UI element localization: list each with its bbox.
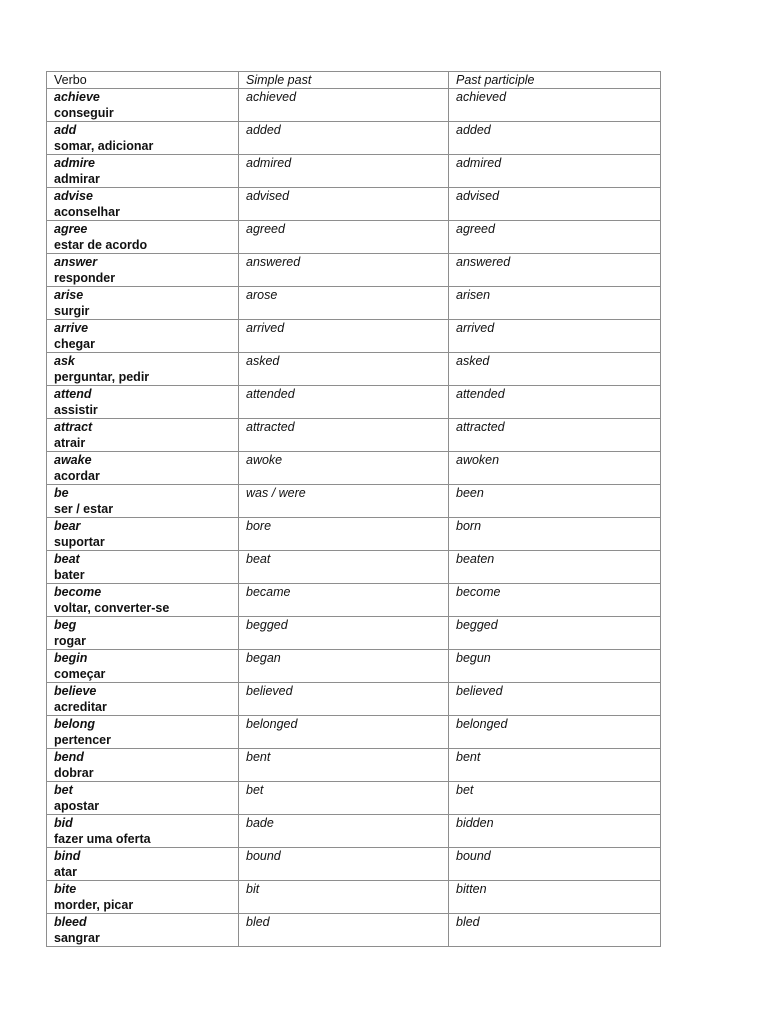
past-participle-cell: arisen <box>449 287 661 320</box>
past-participle-cell: achieved <box>449 89 661 122</box>
table-row <box>47 881 661 914</box>
simple-past-cell: advised <box>239 188 449 221</box>
table-row <box>47 188 661 221</box>
verb-translation: pertencer <box>54 733 111 747</box>
verb-translation: começar <box>54 667 106 681</box>
table-row <box>47 518 661 551</box>
verb-cell <box>47 122 239 155</box>
verb-english: agree <box>54 222 88 236</box>
past-participle-cell: asked <box>449 353 661 386</box>
table-row <box>47 221 661 254</box>
verb-translation: atrair <box>54 436 86 450</box>
verb-english: bend <box>54 750 84 764</box>
verb-cell <box>47 287 239 320</box>
table-row <box>47 155 661 188</box>
verb-cell <box>47 320 239 353</box>
verb-english: arise <box>54 288 84 302</box>
simple-past-cell: attended <box>239 386 449 419</box>
verb-cell <box>47 89 239 122</box>
table-header <box>47 72 661 89</box>
table-row <box>47 353 661 386</box>
verb-translation: morder, picar <box>54 898 134 912</box>
verb-cell <box>47 716 239 749</box>
verb-english: be <box>54 486 69 500</box>
verb-cell <box>47 485 239 518</box>
verb-translation: assistir <box>54 403 98 417</box>
verb-cell <box>47 617 239 650</box>
verb-english: awake <box>54 453 92 467</box>
verb-translation: conseguir <box>54 106 114 120</box>
verb-cell <box>47 551 239 584</box>
past-participle-cell: bound <box>449 848 661 881</box>
verb-cell <box>47 188 239 221</box>
verb-english: answer <box>54 255 98 269</box>
verb-translation: dobrar <box>54 766 94 780</box>
verb-translation: responder <box>54 271 116 285</box>
table-row <box>47 122 661 155</box>
verb-english: advise <box>54 189 93 203</box>
table-row <box>47 419 661 452</box>
simple-past-cell: bet <box>239 782 449 815</box>
verb-english: admire <box>54 156 95 170</box>
verb-translation: perguntar, pedir <box>54 370 150 384</box>
verb-translation: bater <box>54 568 85 582</box>
simple-past-cell: began <box>239 650 449 683</box>
table-body <box>47 89 661 947</box>
verb-translation: acreditar <box>54 700 107 714</box>
verb-english: add <box>54 123 77 137</box>
past-participle-cell: begun <box>449 650 661 683</box>
simple-past-cell: answered <box>239 254 449 287</box>
table-row <box>47 782 661 815</box>
simple-past-cell: added <box>239 122 449 155</box>
verb-cell <box>47 848 239 881</box>
simple-past-cell: achieved <box>239 89 449 122</box>
verb-cell <box>47 914 239 947</box>
verb-english: bind <box>54 849 81 863</box>
simple-past-cell: bade <box>239 815 449 848</box>
simple-past-cell: bore <box>239 518 449 551</box>
simple-past-cell: bit <box>239 881 449 914</box>
verb-english: belong <box>54 717 95 731</box>
verb-cell <box>47 518 239 551</box>
table-row <box>47 551 661 584</box>
table-row <box>47 683 661 716</box>
table-row <box>47 287 661 320</box>
past-participle-cell: agreed <box>449 221 661 254</box>
verb-english: bet <box>54 783 73 797</box>
verb-cell <box>47 386 239 419</box>
past-participle-cell: bidden <box>449 815 661 848</box>
past-participle-cell: added <box>449 122 661 155</box>
verb-cell <box>47 782 239 815</box>
simple-past-cell: attracted <box>239 419 449 452</box>
verb-translation: somar, adicionar <box>54 139 154 153</box>
verb-cell <box>47 419 239 452</box>
table-row <box>47 914 661 947</box>
past-participle-cell: awoken <box>449 452 661 485</box>
simple-past-cell: belonged <box>239 716 449 749</box>
verb-english: bear <box>54 519 81 533</box>
verb-english: begin <box>54 651 88 665</box>
verb-translation: rogar <box>54 634 86 648</box>
past-participle-cell: belonged <box>449 716 661 749</box>
simple-past-cell: beat <box>239 551 449 584</box>
header-past-participle: Past participle <box>449 72 661 89</box>
table-row <box>47 749 661 782</box>
simple-past-cell: agreed <box>239 221 449 254</box>
past-participle-cell: become <box>449 584 661 617</box>
irregular-verbs-table <box>46 71 661 947</box>
header-row <box>47 72 661 89</box>
table-row <box>47 254 661 287</box>
verb-translation: acordar <box>54 469 100 483</box>
past-participle-cell: beaten <box>449 551 661 584</box>
past-participle-cell: bent <box>449 749 661 782</box>
verb-english: attend <box>54 387 92 401</box>
table-row <box>47 584 661 617</box>
verb-translation: fazer uma oferta <box>54 832 151 846</box>
table-row <box>47 452 661 485</box>
verb-cell <box>47 452 239 485</box>
verb-cell <box>47 815 239 848</box>
verb-translation: apostar <box>54 799 100 813</box>
verb-translation: voltar, converter-se <box>54 601 170 615</box>
verb-translation: surgir <box>54 304 90 318</box>
simple-past-cell: was / were <box>239 485 449 518</box>
verb-cell <box>47 353 239 386</box>
verb-cell <box>47 221 239 254</box>
verb-translation: admirar <box>54 172 100 186</box>
verb-english: believe <box>54 684 97 698</box>
table-row <box>47 386 661 419</box>
simple-past-cell: admired <box>239 155 449 188</box>
past-participle-cell: attended <box>449 386 661 419</box>
simple-past-cell: bound <box>239 848 449 881</box>
table-row <box>47 848 661 881</box>
verb-english: achieve <box>54 90 100 104</box>
past-participle-cell: begged <box>449 617 661 650</box>
table-row <box>47 320 661 353</box>
verb-translation: estar de acordo <box>54 238 148 252</box>
past-participle-cell: born <box>449 518 661 551</box>
verb-cell <box>47 254 239 287</box>
simple-past-cell: arose <box>239 287 449 320</box>
simple-past-cell: believed <box>239 683 449 716</box>
verb-translation: atar <box>54 865 77 879</box>
header-simple-past: Simple past <box>239 72 449 89</box>
verb-english: attract <box>54 420 93 434</box>
past-participle-cell: bitten <box>449 881 661 914</box>
verb-english: ask <box>54 354 75 368</box>
verb-english: bleed <box>54 915 87 929</box>
simple-past-cell: became <box>239 584 449 617</box>
past-participle-cell: attracted <box>449 419 661 452</box>
simple-past-cell: asked <box>239 353 449 386</box>
verb-cell <box>47 881 239 914</box>
verb-english: beat <box>54 552 80 566</box>
table-row <box>47 650 661 683</box>
past-participle-cell: bled <box>449 914 661 947</box>
verb-cell <box>47 650 239 683</box>
verb-english: become <box>54 585 102 599</box>
verb-translation: chegar <box>54 337 95 351</box>
verb-cell <box>47 155 239 188</box>
verb-translation: sangrar <box>54 931 100 945</box>
simple-past-cell: bent <box>239 749 449 782</box>
simple-past-cell: awoke <box>239 452 449 485</box>
table-row <box>47 815 661 848</box>
verb-translation: aconselhar <box>54 205 121 219</box>
verb-cell <box>47 749 239 782</box>
past-participle-cell: advised <box>449 188 661 221</box>
simple-past-cell: arrived <box>239 320 449 353</box>
verb-english: beg <box>54 618 77 632</box>
verb-cell <box>47 584 239 617</box>
verb-translation: suportar <box>54 535 105 549</box>
header-verbo: Verbo <box>47 72 239 89</box>
verb-english: arrive <box>54 321 89 335</box>
table-row <box>47 716 661 749</box>
past-participle-cell: answered <box>449 254 661 287</box>
verb-translation: ser / estar <box>54 502 114 516</box>
past-participle-cell: been <box>449 485 661 518</box>
past-participle-cell: bet <box>449 782 661 815</box>
table-row <box>47 485 661 518</box>
table-row <box>47 89 661 122</box>
verb-english: bid <box>54 816 73 830</box>
past-participle-cell: believed <box>449 683 661 716</box>
simple-past-cell: bled <box>239 914 449 947</box>
past-participle-cell: arrived <box>449 320 661 353</box>
verb-cell <box>47 683 239 716</box>
table-row <box>47 617 661 650</box>
past-participle-cell: admired <box>449 155 661 188</box>
simple-past-cell: begged <box>239 617 449 650</box>
verb-english: bite <box>54 882 77 896</box>
